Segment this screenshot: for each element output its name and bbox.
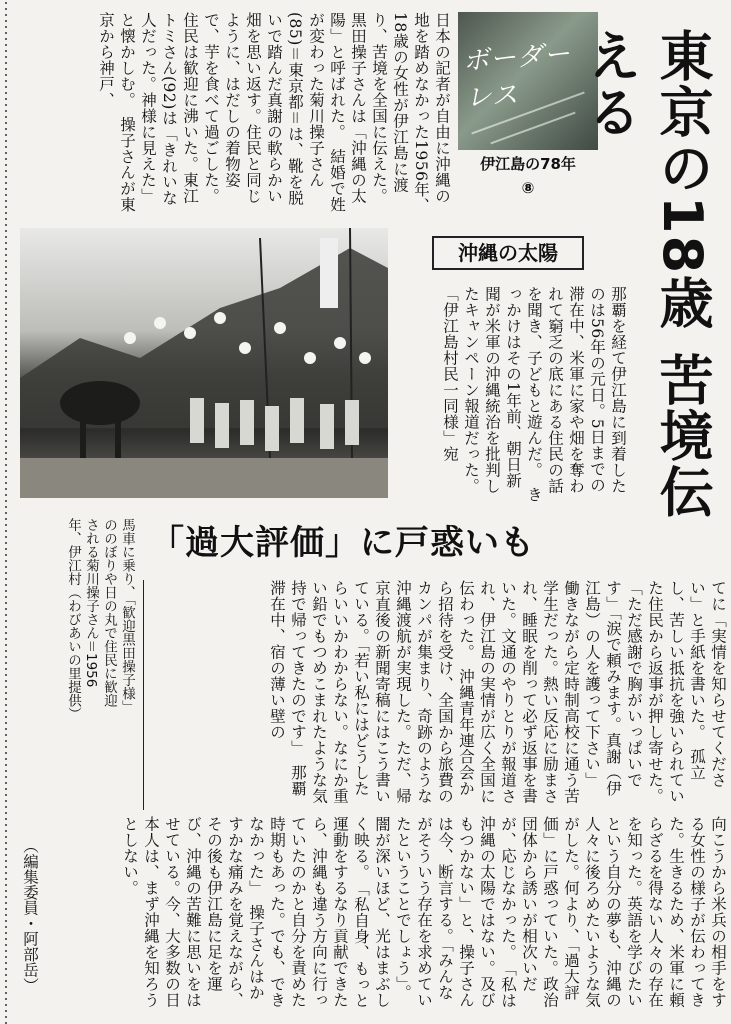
series-label [458, 152, 598, 200]
logo-title: ボーダーレス [462, 39, 572, 114]
subheadline: 沖縄の太陽 [432, 236, 584, 270]
article-column-a: 日本の記者が自由に沖縄の地を踏めなかった1956年、18歳の女性が伊江島に渡り、苦境を全国に伝えた。黒田操子さんは「沖縄の太陽」と呼ばれた。 結婚で姓が変わった菊川操子さん(85)＝東京都＝は、靴を脱いで踏んだ真謝の軟らかい畑を思い返す。住民と同じように、はだしの着物姿で、芋を食べて過ごした。 住民は歓迎に沸いた。東江トミさん(92)は「きれいな人だった。神様に見えた」と懐かしむ。 操子さんが東京から神戸、 [97, 12, 451, 214]
article-column-a-cont [20, 12, 392, 217]
logo-streak-decoration [490, 112, 575, 145]
article-column-d: 向こうから米兵の相手をする女性の様子が伝わってきた。生きるため、米軍に頼らざるを得ない人々の存在を知った。英語を学びたいという自分の夢も、沖縄の人々に後ろめたいような気がした。何より、「過大評価」に戸惑っていた。政治団体から誘いが相次いだが、応じなかった。 「私は沖縄の太陽ではない。及びもつかない」と、操子さんは今、断言する。「みんながそういう存在を求めていたということでしょう」。闇が深いほど、光はまぶしく映る。 「私自身、もっと運動をするなり貢献できたら、沖縄も違う方向に行っていたのかと自分を責めた時期もあった。でも、できなかった」 操子さんはかすかな痛みを覚えながら、その後も伊江島に足を運び、沖縄の苦難に思いをはせている。今、大多数の日本人は、まず沖縄を知ろうとしない。 [121, 816, 727, 1009]
series-name: 伊江島の78年 [480, 155, 576, 173]
column-divider [143, 580, 144, 810]
historical-photo [20, 228, 388, 498]
series-number: ⑧ [521, 179, 535, 197]
photo-illustration [20, 228, 388, 498]
article-column-c: てに「実情を知らせてください」と手紙を書いた。 孤立し、苦しい抵抗を強いられていた住民から返事が押し寄せた。「ただ感謝で胸がいっぱいです」「涙で頼みます。真謝（伊江島）の人を護って下さい」 働きながら定時制高校に通う苦学生だった。熱い反応に励まされ、睡眠を削って必ず返事を書いた。文通のやりとりが報道され、伊江島の実情が広く全国に伝わった。 沖縄青年連合会から招待を受け、全国から旅費のカンパが集まり、奇跡のような沖縄渡航が実現した。ただ、帰京直後の新聞寄稿にはこう書いている。「若い私にはどうしたらいいかわからない。なにか重い鉛でもつめこまれたような気持で帰ってきたのです」 那覇滞在中、宿の薄い壁の [268, 580, 727, 804]
article-column-b: 那覇を経て伊江島に到着したのは56年の元日。5日までの滞在中、米軍に家や畑を奪われて窮乏の底にある住民の話を聞き、子どもと遊んだ。 きっかけはその1年前、朝日新聞が米軍の沖縄統治を批判したキャンペーン報道だった。「伊江島村民一同様」宛 [441, 286, 627, 503]
mid-headline: 「過大評価」に戸惑いも [150, 523, 535, 563]
photo-caption: 馬車に乗り、「歓迎黒田操子様」ののぼりや日の丸で住民に歓迎される菊川操子さん＝1956年、伊江村（わびあいの里提供） [65, 518, 135, 721]
main-headline: 東京の18歳 苦境伝える [579, 28, 714, 520]
byline: （編集委員・阿部岳） [21, 838, 39, 993]
